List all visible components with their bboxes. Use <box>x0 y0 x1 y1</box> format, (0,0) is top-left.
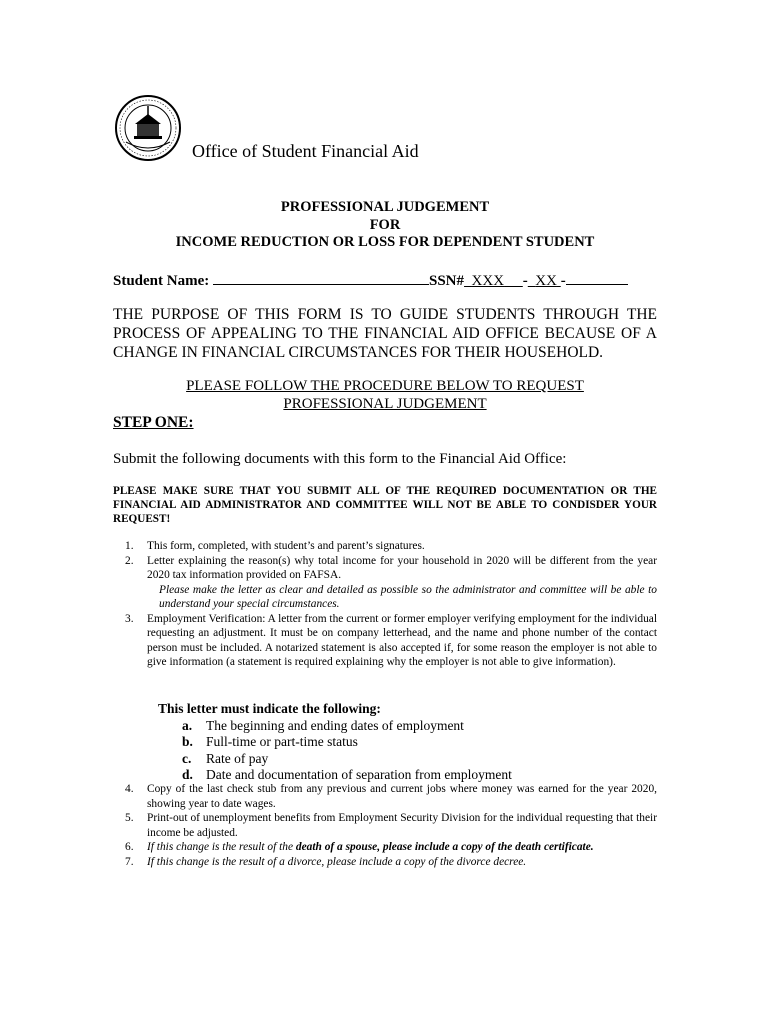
procedure-heading-line2: PROFESSIONAL JUDGEMENT <box>283 396 487 412</box>
procedure-heading <box>113 377 657 413</box>
purpose-paragraph: THE PURPOSE OF THIS FORM IS TO GUIDE STUDENTS THROUGH THE PROCESS OF APPEALING TO THE FINANCIAL AID OFFICE BECAUSE OF A CHANGE IN FINANCIAL CIRCUMSTANCES FOR THEIR HOUSEHOLD. <box>113 306 657 361</box>
student-info-line <box>113 270 658 290</box>
procedure-heading-line1: PLEASE FOLLOW THE PROCEDURE BELOW TO REQUEST <box>186 378 584 394</box>
list-item: 5. Print-out of unemployment benefits from Employment Security Division for the individual requesting that their income be adjusted. <box>125 812 657 839</box>
ssn-field-part1[interactable]: XXX <box>471 273 505 289</box>
student-name-label: Student Name: <box>113 273 210 289</box>
form-title-line3: INCOME REDUCTION OR LOSS FOR DEPENDENT STUDENT <box>175 234 595 250</box>
list-item: 3. Employment Verification: A letter from the current or former employer verifying employment for the individual requesting an adjustment. It must be on company letterhead, and the name and phone number of the contact person must be included. A notarized statement is also accepted if, for some reason the employer is not able to give information (a statement is required explaining why the employer is not able to give information). <box>125 612 657 668</box>
step-one-heading: STEP ONE: <box>113 414 194 431</box>
form-title-line1: PROFESSIONAL JUDGEMENT <box>280 199 490 215</box>
list-item: 6. If this change is the result of the death of a spouse, please include a copy of the death certificate. <box>125 841 594 853</box>
list-item: d. Date and documentation of separation from employment <box>182 767 512 782</box>
ssn-field-part3[interactable] <box>566 270 628 285</box>
documents-list-part2 <box>113 782 657 869</box>
documents-list-part1 <box>113 539 657 670</box>
ssn-separator-1: - <box>522 273 528 289</box>
letter-requirements <box>158 701 658 784</box>
list-item: 2. Letter explaining the reason(s) why total income for your household in 2020 will be different from the year 2020 tax information provided on FAFSA. Please make the letter as clear and detailed as possible so the administrator and committee will be able to understand your special circumstances. <box>125 554 657 610</box>
warning-paragraph: PLEASE MAKE SURE THAT YOU SUBMIT ALL OF THE REQUIRED DOCUMENTATION OR THE FINANCIAL AID ADMINISTRATOR AND COMMITTEE WILL NOT BE ABLE TO CONDISDER YOUR REQUEST! <box>113 485 657 525</box>
ssn-field-part2[interactable]: XX <box>535 273 557 289</box>
list-item: c. Rate of pay <box>182 750 269 766</box>
list-item: 7. If this change is the result of a divorce, please include a copy of the divorce decree. <box>125 855 527 868</box>
letter-note: Please make the letter as clear and detailed as possible so the administrator and committee will be able to understand your special circumstances. <box>159 583 657 610</box>
list-item: 1. This form, completed, with student’s and parent’s signatures. <box>125 540 425 552</box>
list-item: a. The beginning and ending dates of employment <box>182 717 464 733</box>
ssn-separator-2: - <box>560 273 566 289</box>
student-name-field[interactable] <box>213 270 429 285</box>
ssn-label: SSN# <box>429 273 465 289</box>
university-seal-icon <box>112 94 184 162</box>
list-item: 4. Copy of the last check stub from any previous and current jobs where money was earned for the year 2020, showing year to date wages. <box>125 783 657 810</box>
form-title-line2: FOR <box>369 217 401 233</box>
letter-requirements-title: This letter must indicate the following: <box>158 701 381 716</box>
list-item: b. Full-time or part-time status <box>182 734 358 749</box>
submit-instruction: Submit the following documents with this form to the Financial Aid Office: <box>113 451 567 467</box>
office-title: Office of Student Financial Aid <box>192 141 419 161</box>
